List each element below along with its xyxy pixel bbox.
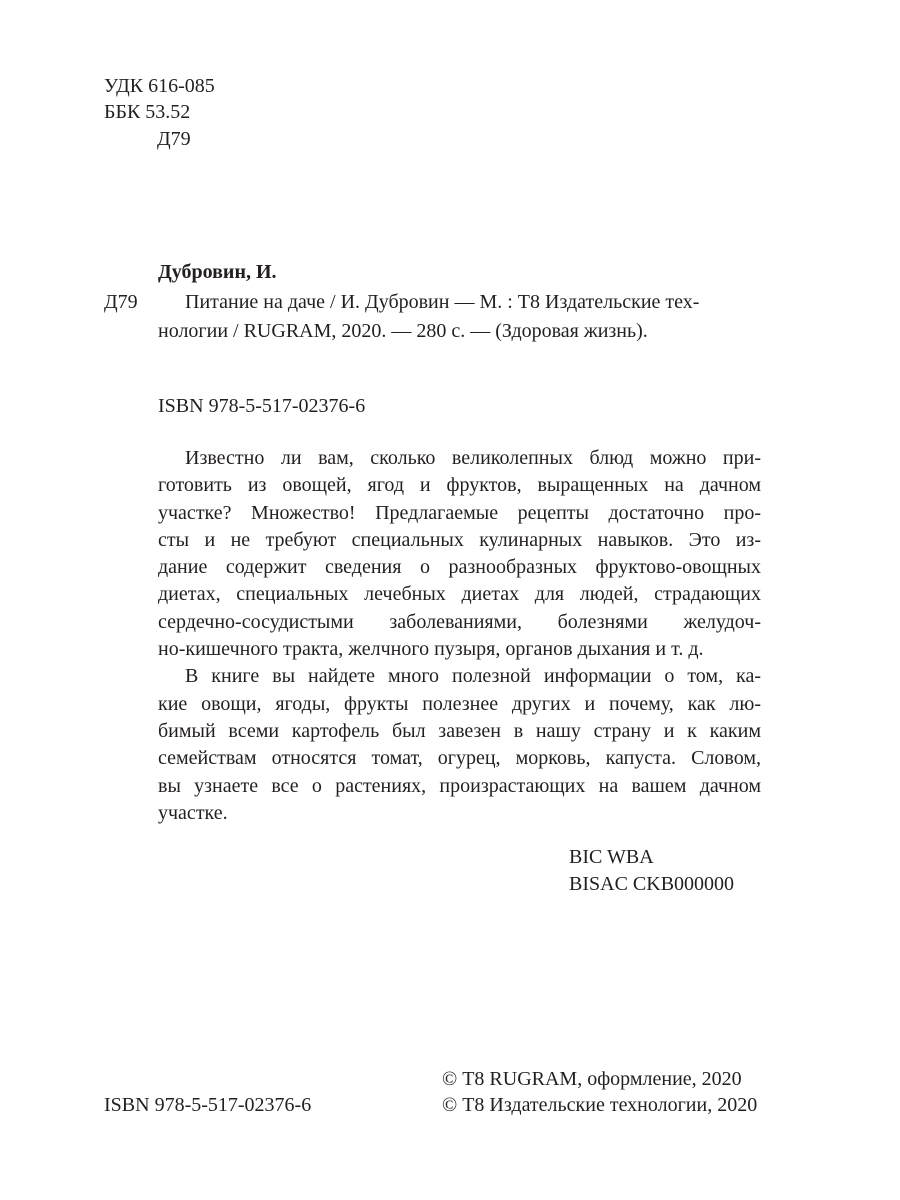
copyright-line-design: © Т8 RUGRAM, оформление, 2020 <box>442 1068 742 1090</box>
annotation-paragraph-2 <box>158 663 761 827</box>
annotation-line: бимый всеми картофель был завезен в нашу страну и к каким <box>158 719 761 742</box>
annotation-line: кие овощи, ягоды, фрукты полезнее других и почему, как лю- <box>158 692 761 715</box>
bibliographic-description-line-2: нологии / RUGRAM, 2020. — 280 с. — (Здоровая жизнь). <box>158 320 648 342</box>
annotation-line: диетах, специальных лечебных диетах для людей, страдающих <box>158 583 761 606</box>
copyright-line-publisher: © Т8 Издательские технологии, 2020 <box>442 1094 758 1116</box>
author-heading: Дубровин, И. <box>158 261 277 283</box>
annotation-line: семействам относятся томат, огурец, морковь, капуста. Словом, <box>158 747 761 770</box>
annotation-line: участке. <box>158 801 228 824</box>
isbn: ISBN 978-5-517-02376-6 <box>158 395 366 417</box>
annotation-line: сердечно-сосудистыми заболеваниями, болезнями желудоч- <box>158 610 761 633</box>
annotation-line: участке? Множество! Предлагаемые рецепты достаточно про- <box>158 501 761 524</box>
isbn-bottom: ISBN 978-5-517-02376-6 <box>104 1094 312 1116</box>
bisac-code: BISAC CKB000000 <box>569 873 735 895</box>
bibliographic-description-line-1: Питание на даче / И. Дубровин — М. : Т8 Издательские тех- <box>185 291 700 313</box>
annotation-line: В книге вы найдете много полезной информации о том, ка- <box>185 665 761 688</box>
bbk-code: ББК 53.52 <box>104 101 191 123</box>
annotation-line: сты и не требуют специальных кулинарных навыков. Это из- <box>158 528 761 551</box>
annotation-line: дание содержит сведения о разнообразных фруктово-овощных <box>158 556 761 579</box>
annotation-paragraph-1 <box>158 445 761 663</box>
annotation-line: вы узнаете все о растениях, произрастающих на вашем дачном <box>158 774 761 797</box>
udk-code: УДК 616-085 <box>104 75 215 97</box>
bic-code: BIC WBA <box>569 846 654 868</box>
annotation <box>158 445 761 827</box>
cutter-code-top: Д79 <box>157 128 191 150</box>
cutter-code-side: Д79 <box>104 291 138 313</box>
annotation-line: но-кишечного тракта, желчного пузыря, органов дыхания и т. д. <box>158 638 704 661</box>
annotation-line: готовить из овощей, ягод и фруктов, выращенных на дачном <box>158 474 761 497</box>
annotation-line: Известно ли вам, сколько великолепных блюд можно при- <box>185 447 761 469</box>
